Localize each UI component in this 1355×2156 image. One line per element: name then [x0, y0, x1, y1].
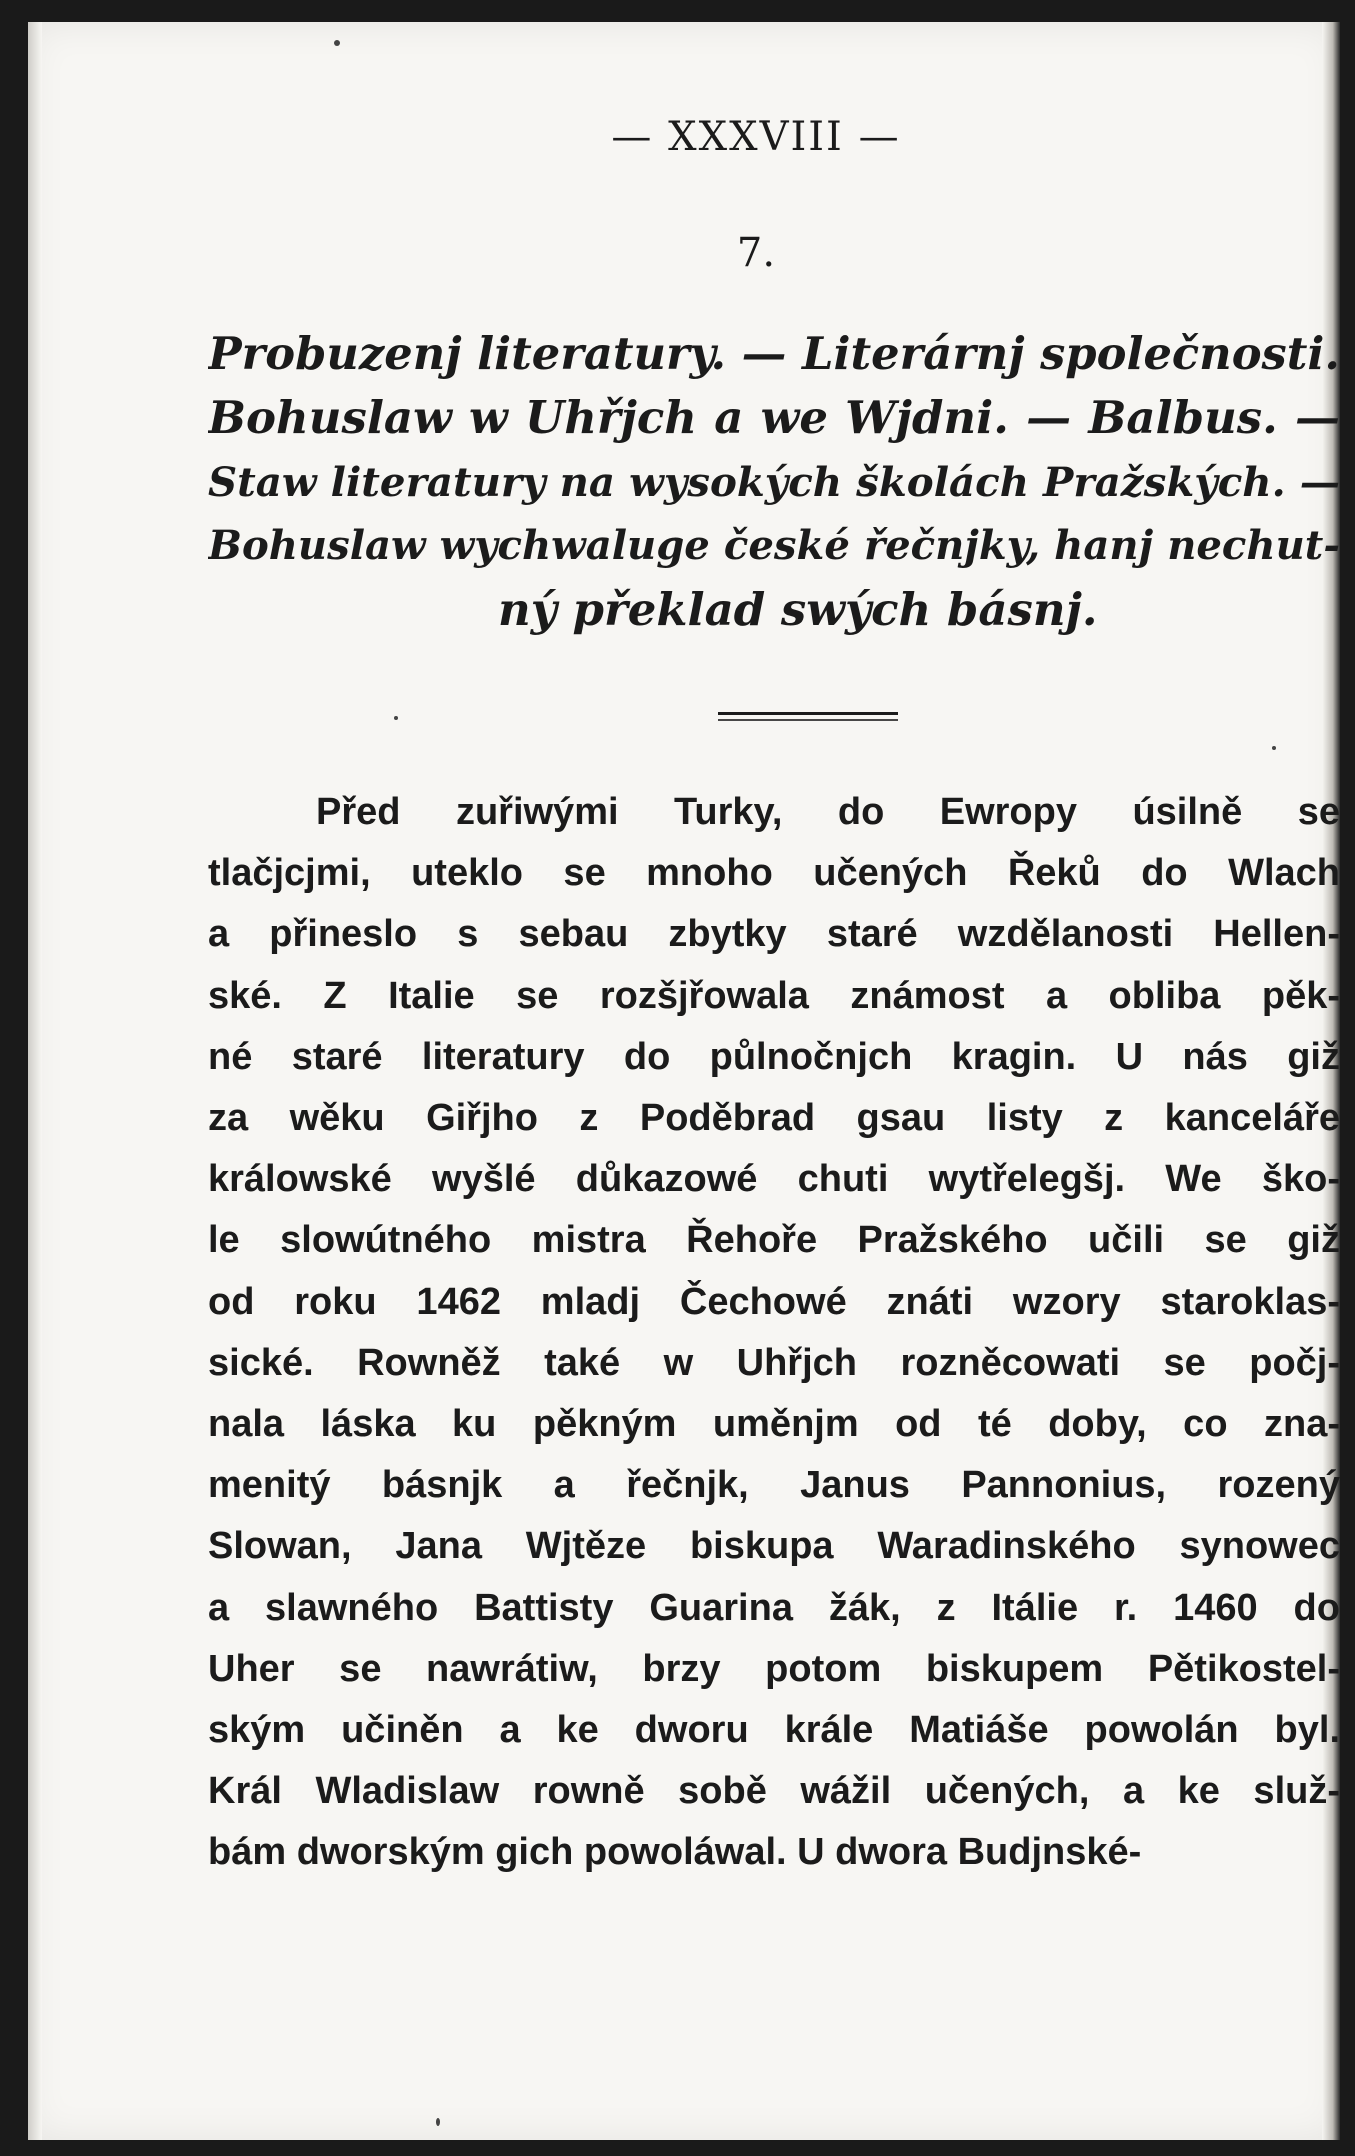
text-line: ské. Z Italie se rozšjřowala známost a obliba pěk- — [208, 974, 1340, 1017]
divider-rule — [718, 712, 898, 715]
text-line: Král Wladislaw rowně sobě wážil učených, a ke služ- — [208, 1770, 1340, 1813]
ink-speck — [394, 716, 398, 720]
summary-line: Staw literatury na wysokých školách Pražských. — — [208, 458, 1340, 506]
text-line: nala láska ku pěkným uměnjm od té doby, co zna- — [208, 1403, 1340, 1446]
summary-line: Probuzenj literatury. — Literárnj společnosti. — [208, 327, 1340, 380]
text-line: za wěku Giřjho z Poděbrad gsau listy z kanceláře — [208, 1097, 1340, 1140]
ink-speck — [334, 40, 340, 46]
ink-speck — [1272, 746, 1276, 750]
section-divider — [718, 712, 898, 726]
body-paragraph — [208, 782, 1340, 1884]
text-line: králowské wyšlé důkazowé chuti wytřelegšj. We ško- — [208, 1158, 1340, 1201]
text-line: Před zuřiwými Turky, do Ewropy úsilně se — [316, 791, 1340, 833]
page-gutter-shadow — [28, 22, 42, 2140]
divider-rule — [718, 719, 898, 721]
summary-line: Bohuslaw wychwaluge české řečnjky, hanj nechut- — [208, 522, 1340, 569]
text-line: od roku 1462 mladj Čechowé znáti wzory staroklas- — [208, 1280, 1340, 1323]
chapter-number: 7. — [736, 230, 776, 276]
chapter-summary — [208, 322, 1340, 642]
text-line: le slowútného mistra Řehoře Pražského učili se giž — [208, 1219, 1340, 1262]
text-line: menitý básnjk a řečnjk, Janus Pannonius, rozený — [208, 1464, 1340, 1507]
ink-speck — [436, 2118, 440, 2126]
text-line: a slawného Battisty Guarina žák, z Itálie r. 1460 do — [208, 1586, 1340, 1629]
summary-line: ný překlad swých básnj. — [498, 583, 1098, 636]
text-line: né staré literatury do půlnočnjch kragin. U nás giž — [208, 1035, 1340, 1078]
running-head: — XXXVIII — — [611, 114, 901, 160]
text-line: Slowan, Jana Wjtěze biskupa Waradinského synowec — [208, 1525, 1340, 1568]
text-line: ským učiněn a ke dworu krále Matiáše powolán byl. — [208, 1709, 1340, 1752]
summary-line: Bohuslaw w Uhřjch a we Wjdni. — Balbus. — — [208, 391, 1340, 444]
text-line: tlačjcjmi, uteklo se mnoho učených Řeků do Wlach — [208, 852, 1340, 895]
book-page — [28, 22, 1340, 2140]
text-line: a přineslo s sebau zbytky staré wzdělanosti Hellen- — [208, 913, 1340, 956]
text-line: bám dworským gich powoláwal. U dwora Budjnské- — [208, 1831, 1142, 1874]
text-line: Uher se nawrátiw, brzy potom biskupem Pětikostel- — [208, 1647, 1340, 1690]
text-line: sické. Rowněž také w Uhřjch rozněcowati se počj- — [208, 1341, 1340, 1384]
